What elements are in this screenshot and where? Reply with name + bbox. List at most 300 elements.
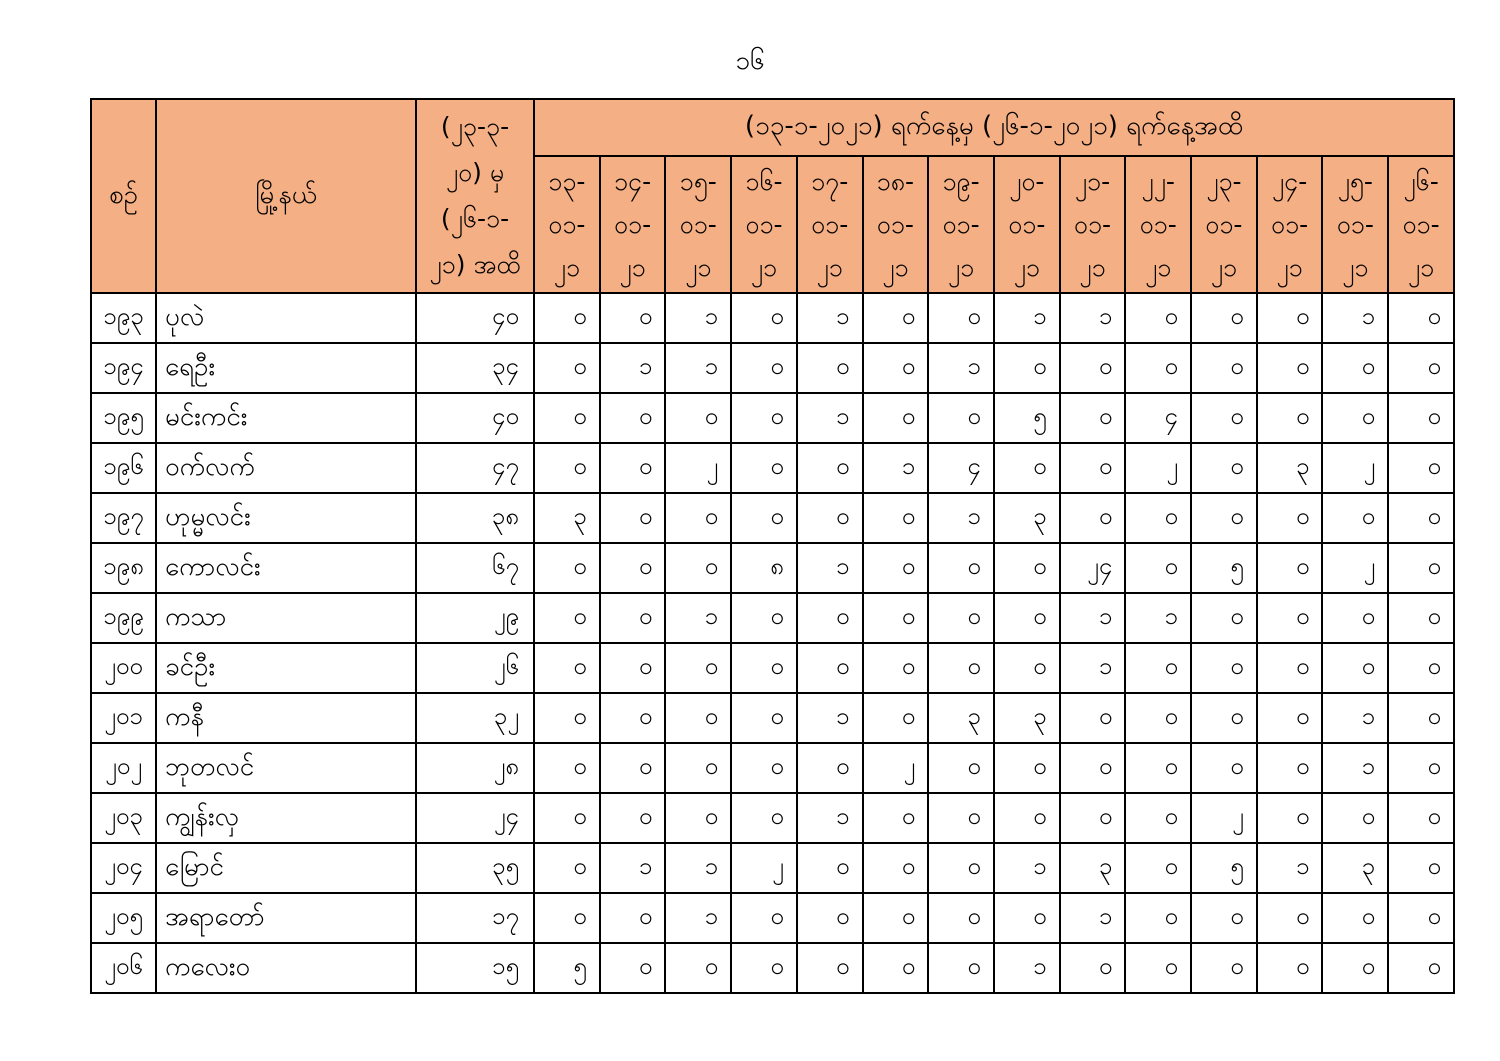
serial-cell: ၁၉၅ bbox=[91, 393, 156, 443]
date-header-line: ၀၁- bbox=[1336, 210, 1374, 239]
daily-value-cell: ၀ bbox=[665, 943, 731, 993]
col-header-date-12 bbox=[1322, 156, 1388, 293]
daily-value-cell: ၂ bbox=[1191, 793, 1257, 843]
daily-value-cell: ၁ bbox=[600, 843, 666, 893]
date-header-line: ၀၁- bbox=[876, 210, 914, 239]
table-row bbox=[91, 593, 1454, 643]
daily-value-cell: ၀ bbox=[1125, 293, 1191, 343]
daily-value-cell: ၀ bbox=[534, 393, 600, 443]
header-row-top bbox=[91, 99, 1454, 156]
daily-value-cell: ၀ bbox=[534, 893, 600, 943]
serial-cell: ၂၀၃ bbox=[91, 793, 156, 843]
date-header-line: ၀၁- bbox=[1402, 210, 1440, 239]
total-cell: ၄၇ bbox=[416, 443, 534, 493]
serial-cell: ၁၉၄ bbox=[91, 343, 156, 393]
daily-value-cell: ၀ bbox=[1060, 343, 1126, 393]
daily-value-cell: ၀ bbox=[1257, 343, 1323, 393]
daily-value-cell: ၀ bbox=[797, 743, 863, 793]
daily-value-cell: ၀ bbox=[1388, 643, 1454, 693]
daily-value-cell: ၁ bbox=[1060, 293, 1126, 343]
date-header-line: ၁၇- bbox=[811, 167, 849, 196]
daily-value-cell: ၀ bbox=[1191, 943, 1257, 993]
date-header-line: ၂၀- bbox=[1009, 167, 1045, 196]
daily-value-cell: ၀ bbox=[928, 643, 994, 693]
daily-value-cell: ၀ bbox=[1388, 593, 1454, 643]
table-row bbox=[91, 443, 1454, 493]
daily-value-cell: ၀ bbox=[534, 843, 600, 893]
serial-cell: ၂၀၀ bbox=[91, 643, 156, 693]
serial-cell: ၂၀၁ bbox=[91, 693, 156, 743]
daily-value-cell: ၀ bbox=[1388, 293, 1454, 343]
serial-cell: ၂၀၆ bbox=[91, 943, 156, 993]
total-cell: ၄၀ bbox=[416, 393, 534, 443]
daily-value-cell: ၃ bbox=[928, 693, 994, 743]
daily-value-cell: ၀ bbox=[1388, 393, 1454, 443]
daily-value-cell: ၀ bbox=[1388, 543, 1454, 593]
daily-value-cell: ၀ bbox=[797, 643, 863, 693]
daily-value-cell: ၀ bbox=[665, 493, 731, 543]
daily-value-cell: ၀ bbox=[863, 293, 929, 343]
daily-value-cell: ၀ bbox=[1191, 893, 1257, 943]
daily-value-cell: ၀ bbox=[994, 443, 1060, 493]
daily-value-cell: ၀ bbox=[1388, 743, 1454, 793]
total-cell: ၃၈ bbox=[416, 493, 534, 543]
covid-daily-cases-table bbox=[90, 98, 1455, 994]
daily-value-cell: ၈ bbox=[731, 543, 797, 593]
date-header-line: ၂၁ bbox=[1407, 253, 1435, 282]
daily-value-cell: ၀ bbox=[1322, 643, 1388, 693]
daily-value-cell: ၀ bbox=[600, 393, 666, 443]
daily-value-cell: ၀ bbox=[797, 943, 863, 993]
daily-value-cell: ၀ bbox=[863, 493, 929, 543]
cumulative-header-line: (၂၆-၁- bbox=[440, 204, 510, 233]
table-row bbox=[91, 293, 1454, 343]
table-row bbox=[91, 893, 1454, 943]
date-header-line: ၀၁- bbox=[548, 210, 586, 239]
daily-value-cell: ၀ bbox=[928, 943, 994, 993]
serial-cell: ၂၀၄ bbox=[91, 843, 156, 893]
daily-value-cell: ၀ bbox=[1060, 443, 1126, 493]
col-header-date-4 bbox=[797, 156, 863, 293]
daily-value-cell: ၅ bbox=[994, 393, 1060, 443]
date-header-line: ၂၆- bbox=[1403, 167, 1439, 196]
table-row bbox=[91, 543, 1454, 593]
daily-value-cell: ၀ bbox=[1322, 943, 1388, 993]
date-header-line: ၂၅- bbox=[1337, 167, 1373, 196]
col-header-date-7 bbox=[994, 156, 1060, 293]
daily-value-cell: ၀ bbox=[600, 793, 666, 843]
daily-value-cell: ၀ bbox=[863, 893, 929, 943]
township-cell: ဘုတလင် bbox=[156, 743, 416, 793]
total-cell: ၃၄ bbox=[416, 343, 534, 393]
daily-value-cell: ၅ bbox=[534, 943, 600, 993]
daily-value-cell: ၁ bbox=[863, 443, 929, 493]
date-header-line: ၁၅- bbox=[679, 167, 717, 196]
date-header-line: ၀၁- bbox=[811, 210, 849, 239]
daily-value-cell: ၀ bbox=[600, 943, 666, 993]
daily-value-cell: ၁ bbox=[994, 843, 1060, 893]
daily-value-cell: ၁ bbox=[994, 943, 1060, 993]
township-cell: ဝက်လက် bbox=[156, 443, 416, 493]
daily-value-cell: ၀ bbox=[1125, 693, 1191, 743]
daily-value-cell: ၂၄ bbox=[1060, 543, 1126, 593]
col-header-date-13 bbox=[1388, 156, 1454, 293]
daily-value-cell: ၀ bbox=[1060, 743, 1126, 793]
daily-value-cell: ၀ bbox=[1388, 893, 1454, 943]
daily-value-cell: ၁ bbox=[600, 343, 666, 393]
date-header-line: ၂၄- bbox=[1271, 167, 1308, 196]
total-cell: ၃၅ bbox=[416, 843, 534, 893]
daily-value-cell: ၀ bbox=[1191, 343, 1257, 393]
date-header-line: ၀၁- bbox=[1205, 210, 1243, 239]
daily-value-cell: ၁ bbox=[797, 543, 863, 593]
daily-value-cell: ၀ bbox=[1060, 393, 1126, 443]
date-header-line: ၀၁- bbox=[745, 210, 783, 239]
daily-value-cell: ၃ bbox=[534, 493, 600, 543]
daily-value-cell: ၀ bbox=[534, 543, 600, 593]
daily-value-cell: ၀ bbox=[600, 743, 666, 793]
daily-value-cell: ၀ bbox=[1191, 643, 1257, 693]
daily-value-cell: ၀ bbox=[1257, 943, 1323, 993]
daily-value-cell: ၁ bbox=[928, 343, 994, 393]
col-header-date-3 bbox=[731, 156, 797, 293]
daily-value-cell: ၀ bbox=[994, 643, 1060, 693]
daily-value-cell: ၀ bbox=[665, 693, 731, 743]
daily-value-cell: ၁ bbox=[1125, 593, 1191, 643]
daily-value-cell: ၀ bbox=[1191, 743, 1257, 793]
cumulative-header-line: (၂၃-၃- bbox=[440, 112, 510, 141]
daily-value-cell: ၃ bbox=[994, 693, 1060, 743]
col-header-date-10 bbox=[1191, 156, 1257, 293]
col-header-date-range: (၁၃-၁-၂၀၂၁) ရက်နေ့မှ (၂၆-၁-၂၀၂၁) ရက်နေ့အထိ bbox=[534, 99, 1454, 156]
serial-cell: ၂၀၂ bbox=[91, 743, 156, 793]
col-header-township: မြို့နယ် bbox=[156, 99, 416, 293]
daily-value-cell: ၀ bbox=[928, 393, 994, 443]
date-header-line: ၀၁- bbox=[679, 210, 717, 239]
daily-value-cell: ၀ bbox=[731, 743, 797, 793]
total-cell: ၁၇ bbox=[416, 893, 534, 943]
township-cell: ဟုမ္မလင်း bbox=[156, 493, 416, 543]
daily-value-cell: ၀ bbox=[1060, 943, 1126, 993]
table-row bbox=[91, 693, 1454, 743]
date-header-line: ၂၁ bbox=[882, 253, 909, 282]
daily-value-cell: ၀ bbox=[863, 543, 929, 593]
daily-value-cell: ၀ bbox=[1257, 793, 1323, 843]
date-header-line: ၂၁ bbox=[1210, 253, 1238, 282]
daily-value-cell: ၁ bbox=[928, 493, 994, 543]
daily-value-cell: ၀ bbox=[928, 743, 994, 793]
col-header-date-0 bbox=[534, 156, 600, 293]
daily-value-cell: ၂ bbox=[1322, 443, 1388, 493]
daily-value-cell: ၀ bbox=[731, 493, 797, 543]
daily-value-cell: ၀ bbox=[1125, 843, 1191, 893]
daily-value-cell: ၀ bbox=[1125, 643, 1191, 693]
daily-value-cell: ၀ bbox=[665, 793, 731, 843]
total-cell: ၆၇ bbox=[416, 543, 534, 593]
col-header-serial: စဉ် bbox=[91, 99, 156, 293]
daily-value-cell: ၀ bbox=[1257, 593, 1323, 643]
daily-value-cell: ၀ bbox=[731, 793, 797, 843]
daily-value-cell: ၀ bbox=[1125, 743, 1191, 793]
table-header bbox=[91, 99, 1454, 293]
daily-value-cell: ၀ bbox=[1322, 893, 1388, 943]
daily-value-cell: ၀ bbox=[1322, 393, 1388, 443]
daily-value-cell: ၀ bbox=[1388, 443, 1454, 493]
serial-cell: ၁၉၇ bbox=[91, 493, 156, 543]
daily-value-cell: ၀ bbox=[928, 543, 994, 593]
daily-value-cell: ၀ bbox=[665, 743, 731, 793]
cumulative-header-line: ၂၀) မှ bbox=[445, 158, 505, 187]
date-header-line: ၁၈- bbox=[876, 167, 915, 196]
township-cell: မြောင် bbox=[156, 843, 416, 893]
township-cell: မင်းကင်း bbox=[156, 393, 416, 443]
date-header-line: ၂၁ bbox=[1276, 253, 1303, 282]
total-cell: ၁၅ bbox=[416, 943, 534, 993]
daily-value-cell: ၅ bbox=[1191, 843, 1257, 893]
table-row bbox=[91, 793, 1454, 843]
daily-value-cell: ၂ bbox=[1125, 443, 1191, 493]
daily-value-cell: ၀ bbox=[863, 343, 929, 393]
daily-value-cell: ၀ bbox=[994, 743, 1060, 793]
date-header-line: ၀၁- bbox=[1008, 210, 1046, 239]
daily-value-cell: ၀ bbox=[534, 293, 600, 343]
daily-value-cell: ၀ bbox=[534, 343, 600, 393]
total-cell: ၂၉ bbox=[416, 593, 534, 643]
daily-value-cell: ၀ bbox=[928, 793, 994, 843]
daily-value-cell: ၀ bbox=[797, 843, 863, 893]
daily-value-cell: ၀ bbox=[731, 343, 797, 393]
total-cell: ၃၂ bbox=[416, 693, 534, 743]
daily-value-cell: ၀ bbox=[994, 593, 1060, 643]
daily-value-cell: ၄ bbox=[1125, 393, 1191, 443]
daily-value-cell: ၀ bbox=[600, 593, 666, 643]
daily-value-cell: ၃ bbox=[1257, 443, 1323, 493]
daily-value-cell: ၁ bbox=[797, 393, 863, 443]
daily-value-cell: ၃ bbox=[1322, 843, 1388, 893]
total-cell: ၂၈ bbox=[416, 743, 534, 793]
daily-value-cell: ၀ bbox=[731, 693, 797, 743]
daily-value-cell: ၁ bbox=[797, 793, 863, 843]
date-header-line: ၂၁ bbox=[750, 253, 778, 282]
col-header-date-6 bbox=[928, 156, 994, 293]
daily-value-cell: ၀ bbox=[928, 293, 994, 343]
daily-value-cell: ၀ bbox=[665, 543, 731, 593]
daily-value-cell: ၂ bbox=[863, 743, 929, 793]
daily-value-cell: ၀ bbox=[1191, 693, 1257, 743]
daily-value-cell: ၀ bbox=[731, 393, 797, 443]
daily-value-cell: ၀ bbox=[1257, 293, 1323, 343]
daily-value-cell: ၀ bbox=[994, 343, 1060, 393]
daily-value-cell: ၀ bbox=[600, 443, 666, 493]
daily-value-cell: ၀ bbox=[600, 643, 666, 693]
daily-value-cell: ၀ bbox=[1257, 743, 1323, 793]
table-row bbox=[91, 393, 1454, 443]
date-header-line: ၀၁- bbox=[1139, 210, 1177, 239]
daily-value-cell: ၀ bbox=[863, 593, 929, 643]
daily-value-cell: ၀ bbox=[731, 593, 797, 643]
date-header-line: ၂၁ bbox=[1145, 253, 1172, 282]
col-header-date-11 bbox=[1257, 156, 1323, 293]
daily-value-cell: ၀ bbox=[1191, 393, 1257, 443]
daily-value-cell: ၀ bbox=[1257, 393, 1323, 443]
daily-value-cell: ၀ bbox=[863, 843, 929, 893]
serial-cell: ၁၉၃ bbox=[91, 293, 156, 343]
daily-value-cell: ၀ bbox=[534, 743, 600, 793]
date-header-line: ၁၉- bbox=[942, 167, 980, 196]
date-header-line: ၂၃- bbox=[1206, 167, 1242, 196]
daily-value-cell: ၀ bbox=[928, 593, 994, 643]
township-cell: ရေဦး bbox=[156, 343, 416, 393]
daily-value-cell: ၃ bbox=[1060, 843, 1126, 893]
township-cell: ကလေးဝ bbox=[156, 943, 416, 993]
date-header-line: ၂၁ bbox=[685, 253, 712, 282]
daily-value-cell: ၀ bbox=[1060, 493, 1126, 543]
table-body bbox=[91, 293, 1454, 993]
daily-value-cell: ၀ bbox=[928, 893, 994, 943]
daily-value-cell: ၀ bbox=[1257, 643, 1323, 693]
daily-value-cell: ၀ bbox=[534, 593, 600, 643]
date-header-line: ၂၂- bbox=[1141, 167, 1175, 196]
table-row bbox=[91, 643, 1454, 693]
daily-value-cell: ၁ bbox=[797, 693, 863, 743]
cumulative-header-line: ၂၁) အထိ bbox=[429, 250, 521, 279]
date-header-line: ၂၁- bbox=[1074, 167, 1111, 196]
daily-value-cell: ၁ bbox=[797, 293, 863, 343]
daily-value-cell: ၁ bbox=[665, 293, 731, 343]
daily-value-cell: ၀ bbox=[1322, 793, 1388, 843]
daily-value-cell: ၀ bbox=[863, 643, 929, 693]
daily-value-cell: ၀ bbox=[1191, 443, 1257, 493]
table-row bbox=[91, 843, 1454, 893]
daily-value-cell: ၀ bbox=[797, 893, 863, 943]
daily-value-cell: ၀ bbox=[731, 293, 797, 343]
daily-value-cell: ၁ bbox=[1322, 293, 1388, 343]
date-header-line: ၁၄- bbox=[613, 167, 652, 196]
daily-value-cell: ၀ bbox=[1125, 493, 1191, 543]
daily-value-cell: ၀ bbox=[797, 343, 863, 393]
township-cell: ကနီ bbox=[156, 693, 416, 743]
page-number: ၁၆ bbox=[735, 46, 765, 76]
daily-value-cell: ၀ bbox=[665, 393, 731, 443]
daily-value-cell: ၀ bbox=[994, 543, 1060, 593]
daily-value-cell: ၀ bbox=[731, 643, 797, 693]
daily-value-cell: ၀ bbox=[600, 493, 666, 543]
township-cell: ကျွန်းလှ bbox=[156, 793, 416, 843]
daily-value-cell: ၀ bbox=[928, 843, 994, 893]
serial-cell: ၂၀၅ bbox=[91, 893, 156, 943]
daily-value-cell: ၀ bbox=[600, 543, 666, 593]
col-header-date-2 bbox=[665, 156, 731, 293]
total-cell: ၄၀ bbox=[416, 293, 534, 343]
daily-value-cell: ၀ bbox=[731, 443, 797, 493]
col-header-date-1 bbox=[600, 156, 666, 293]
daily-value-cell: ၁ bbox=[1060, 643, 1126, 693]
table-row bbox=[91, 343, 1454, 393]
table-row bbox=[91, 493, 1454, 543]
daily-value-cell: ၀ bbox=[863, 943, 929, 993]
date-header-line: ၀၁- bbox=[942, 210, 980, 239]
daily-value-cell: ၀ bbox=[797, 493, 863, 543]
daily-value-cell: ၀ bbox=[1125, 543, 1191, 593]
daily-value-cell: ၀ bbox=[1322, 493, 1388, 543]
daily-value-cell: ၀ bbox=[534, 643, 600, 693]
township-cell: ကောလင်း bbox=[156, 543, 416, 593]
daily-value-cell: ၀ bbox=[1257, 543, 1323, 593]
daily-value-cell: ၀ bbox=[994, 893, 1060, 943]
date-header-line: ၂၁ bbox=[1079, 253, 1106, 282]
table-row bbox=[91, 743, 1454, 793]
daily-value-cell: ၀ bbox=[1322, 593, 1388, 643]
total-cell: ၂၄ bbox=[416, 793, 534, 843]
township-cell: အရာတော် bbox=[156, 893, 416, 943]
daily-value-cell: ၀ bbox=[1060, 693, 1126, 743]
daily-value-cell: ၁ bbox=[1060, 593, 1126, 643]
daily-value-cell: ၁ bbox=[665, 843, 731, 893]
daily-value-cell: ၀ bbox=[731, 943, 797, 993]
daily-value-cell: ၀ bbox=[534, 693, 600, 743]
daily-value-cell: ၀ bbox=[994, 793, 1060, 843]
daily-value-cell: ၀ bbox=[863, 693, 929, 743]
date-header-line: ၂၁ bbox=[816, 253, 843, 282]
serial-cell: ၁၉၆ bbox=[91, 443, 156, 493]
daily-value-cell: ၀ bbox=[1257, 893, 1323, 943]
daily-value-cell: ၂ bbox=[665, 443, 731, 493]
date-header-line: ၀၁- bbox=[613, 210, 652, 239]
col-header-cumulative-total bbox=[416, 99, 534, 293]
township-cell: ကသာ bbox=[156, 593, 416, 643]
daily-value-cell: ၂ bbox=[731, 843, 797, 893]
date-header-line: ၂၁ bbox=[1342, 253, 1369, 282]
daily-value-cell: ၀ bbox=[1191, 593, 1257, 643]
daily-value-cell: ၀ bbox=[600, 293, 666, 343]
daily-value-cell: ၃ bbox=[994, 493, 1060, 543]
daily-value-cell: ၀ bbox=[665, 643, 731, 693]
daily-value-cell: ၀ bbox=[1060, 793, 1126, 843]
daily-value-cell: ၁ bbox=[1322, 743, 1388, 793]
daily-value-cell: ၄ bbox=[928, 443, 994, 493]
daily-value-cell: ၀ bbox=[534, 443, 600, 493]
daily-value-cell: ၀ bbox=[863, 793, 929, 843]
daily-value-cell: ၀ bbox=[600, 893, 666, 943]
daily-value-cell: ၁ bbox=[1060, 893, 1126, 943]
col-header-date-9 bbox=[1125, 156, 1191, 293]
daily-value-cell: ၀ bbox=[1125, 793, 1191, 843]
daily-value-cell: ၀ bbox=[1388, 843, 1454, 893]
daily-value-cell: ၀ bbox=[1388, 493, 1454, 543]
daily-value-cell: ၁ bbox=[1322, 693, 1388, 743]
date-header-line: ၀၁- bbox=[1271, 210, 1309, 239]
daily-value-cell: ၀ bbox=[797, 593, 863, 643]
daily-value-cell: ၀ bbox=[1125, 343, 1191, 393]
daily-value-cell: ၀ bbox=[1388, 343, 1454, 393]
daily-value-cell: ၀ bbox=[731, 893, 797, 943]
table-row bbox=[91, 943, 1454, 993]
daily-value-cell: ၁ bbox=[665, 593, 731, 643]
serial-cell: ၁၉၉ bbox=[91, 593, 156, 643]
daily-value-cell: ၂ bbox=[1322, 543, 1388, 593]
date-header-line: ၀၁- bbox=[1073, 210, 1112, 239]
daily-value-cell: ၀ bbox=[600, 693, 666, 743]
daily-value-cell: ၀ bbox=[1257, 693, 1323, 743]
date-header-line: ၁၃- bbox=[548, 167, 586, 196]
daily-value-cell: ၀ bbox=[1191, 493, 1257, 543]
daily-value-cell: ၁ bbox=[1257, 843, 1323, 893]
daily-value-cell: ၀ bbox=[1257, 493, 1323, 543]
daily-value-cell: ၀ bbox=[1388, 943, 1454, 993]
daily-value-cell: ၀ bbox=[534, 793, 600, 843]
township-cell: ပုလဲ bbox=[156, 293, 416, 343]
daily-value-cell: ၀ bbox=[1191, 293, 1257, 343]
